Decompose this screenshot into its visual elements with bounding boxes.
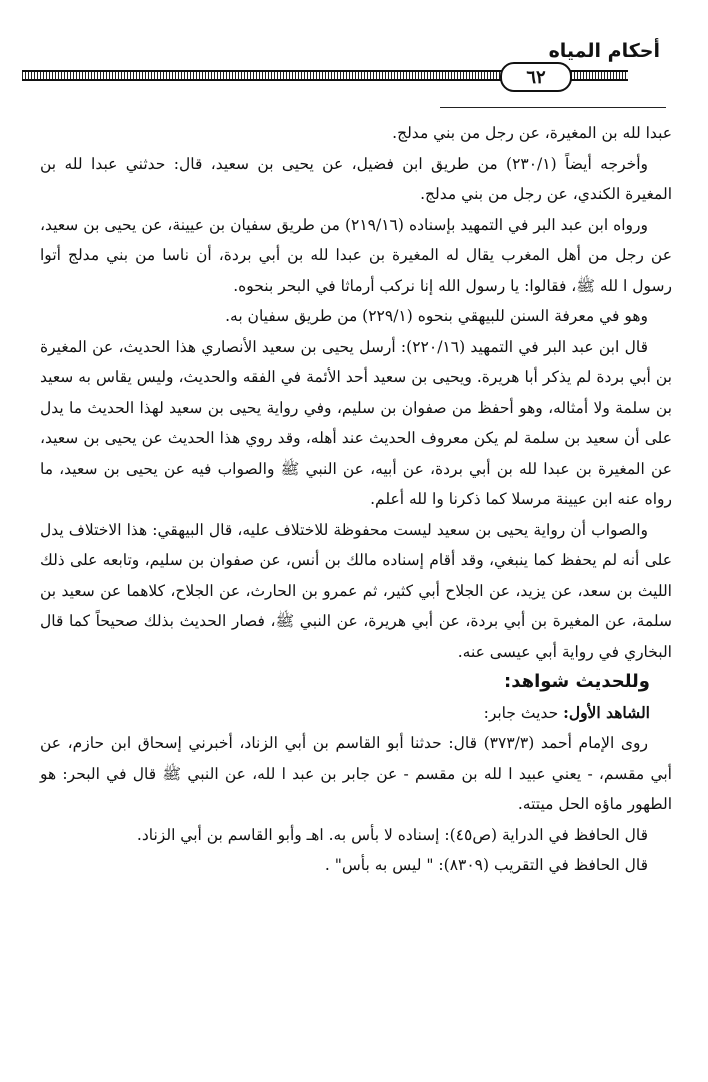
witness-title: حديث جابر: — [483, 703, 564, 722]
paragraph: عبدا لله بن المغيرة، عن رجل من بني مدلج. — [392, 124, 672, 142]
paragraph: روى الإمام أحمد (٣٧٣/٣) قال: حدثنا أبو القاسم بن أبي الزناد، أخبرني إسحاق ابن حازم، عن أبي مقسم، - يعني عبيد ا لله بن مقسم - عن جابر بن عبد ا لله، عن النبي ﷺ قال في البحر: هو الطهور ماؤه الحل ميتته. — [40, 734, 672, 813]
paragraph: قال ابن عبد البر في التمهيد (٢٢٠/١٦): أرسل يحيى بن سعيد الأنصاري هذا الحديث، عن المغيرة بن أبي بردة لم يذكر أبا هريرة. ويحيى بن سعيد أحد الأئمة في الفقه والحديث، وليس يقاس به سعيد بن سلمة ولا أمثاله، وهو أحفظ من صفوان بن سليم، وفي رواية يحيى بن سعيد لهذا الحديث ما يدل على أن سعيد بن سلمة لم يكن معروف الحديث عند أهله، وقد روي هذا الحديث عن يحيى بن سعيد، عن المغيرة بن عبدا لله بن أبي بردة، عن أبيه، عن النبي ﷺ والصواب فيه عن يحيى بن سعيد، ما رواه عنه ابن عيينة مرسلا كما ذكرنا وا لله أعلم. — [40, 337, 672, 508]
paragraph: قال الحافظ في التقريب (٨٣٠٩): " ليس به بأس" . — [324, 856, 648, 874]
paragraph: وهو في معرفة السنن للبيهقي بنحوه (٢٢٩/١) من طريق سفيان به. — [225, 307, 648, 325]
page-number: ٦٢ — [500, 62, 572, 92]
body-text — [40, 118, 672, 881]
paragraph: قال الحافظ في الدراية (ص٤٥): إسناده لا بأس به. اهـ وأبو القاسم بن أبي الزناد. — [136, 825, 648, 844]
running-title: أحكام المياه — [548, 40, 660, 62]
witness-label: الشاهد الأول: — [563, 702, 650, 722]
paragraph: والصواب أن رواية يحيى بن سعيد ليست محفوظة للاختلاف عليه، قال البيهقي: هذا الاختلاف يدل على أنه لم يحفظ كما ينبغي، وقد أقام إسناده مالك بن أنس، عن صفوان بن سليم، وتابعه على ذلك الليث بن سعد، عن يزيد، عن الجلاح أبي كثير، ثم عمرو بن الحارث، عن الجلاح، كلاهما عن سعيد بن سلمة، عن المغيرة بن أبي بردة، عن أبي هريرة، عن النبي ﷺ، فصار الحديث بذلك صحيحاً كما قال البخاري في رواية أبي عيسى عنه. — [40, 520, 672, 661]
section-heading: وللحديث شواهد: — [504, 671, 650, 692]
paragraph: ورواه ابن عبد البر في التمهيد بإسناده (٢١٩/١٦) من طريق سفيان بن عيينة، عن يحيى بن سعيد، عن رجل من أهل المغرب يقال له المغيرة بن عبدا لله بن أبي بردة، أن ناسا من بني مدلج أتوا رسول ا لله ﷺ، فقالوا: يا رسول الله إنا نركب أرماثا في البحر بنحوه. — [40, 215, 672, 295]
paragraph: وأخرجه أيضاً (٢٣٠/١) من طريق ابن فضيل، عن يحيى بن سعيد، قال: حدثني عبدا لله بن المغيرة الكندي، عن رجل من بني مدلج. — [40, 154, 672, 203]
top-divider — [440, 107, 666, 108]
witness-heading — [40, 698, 672, 729]
